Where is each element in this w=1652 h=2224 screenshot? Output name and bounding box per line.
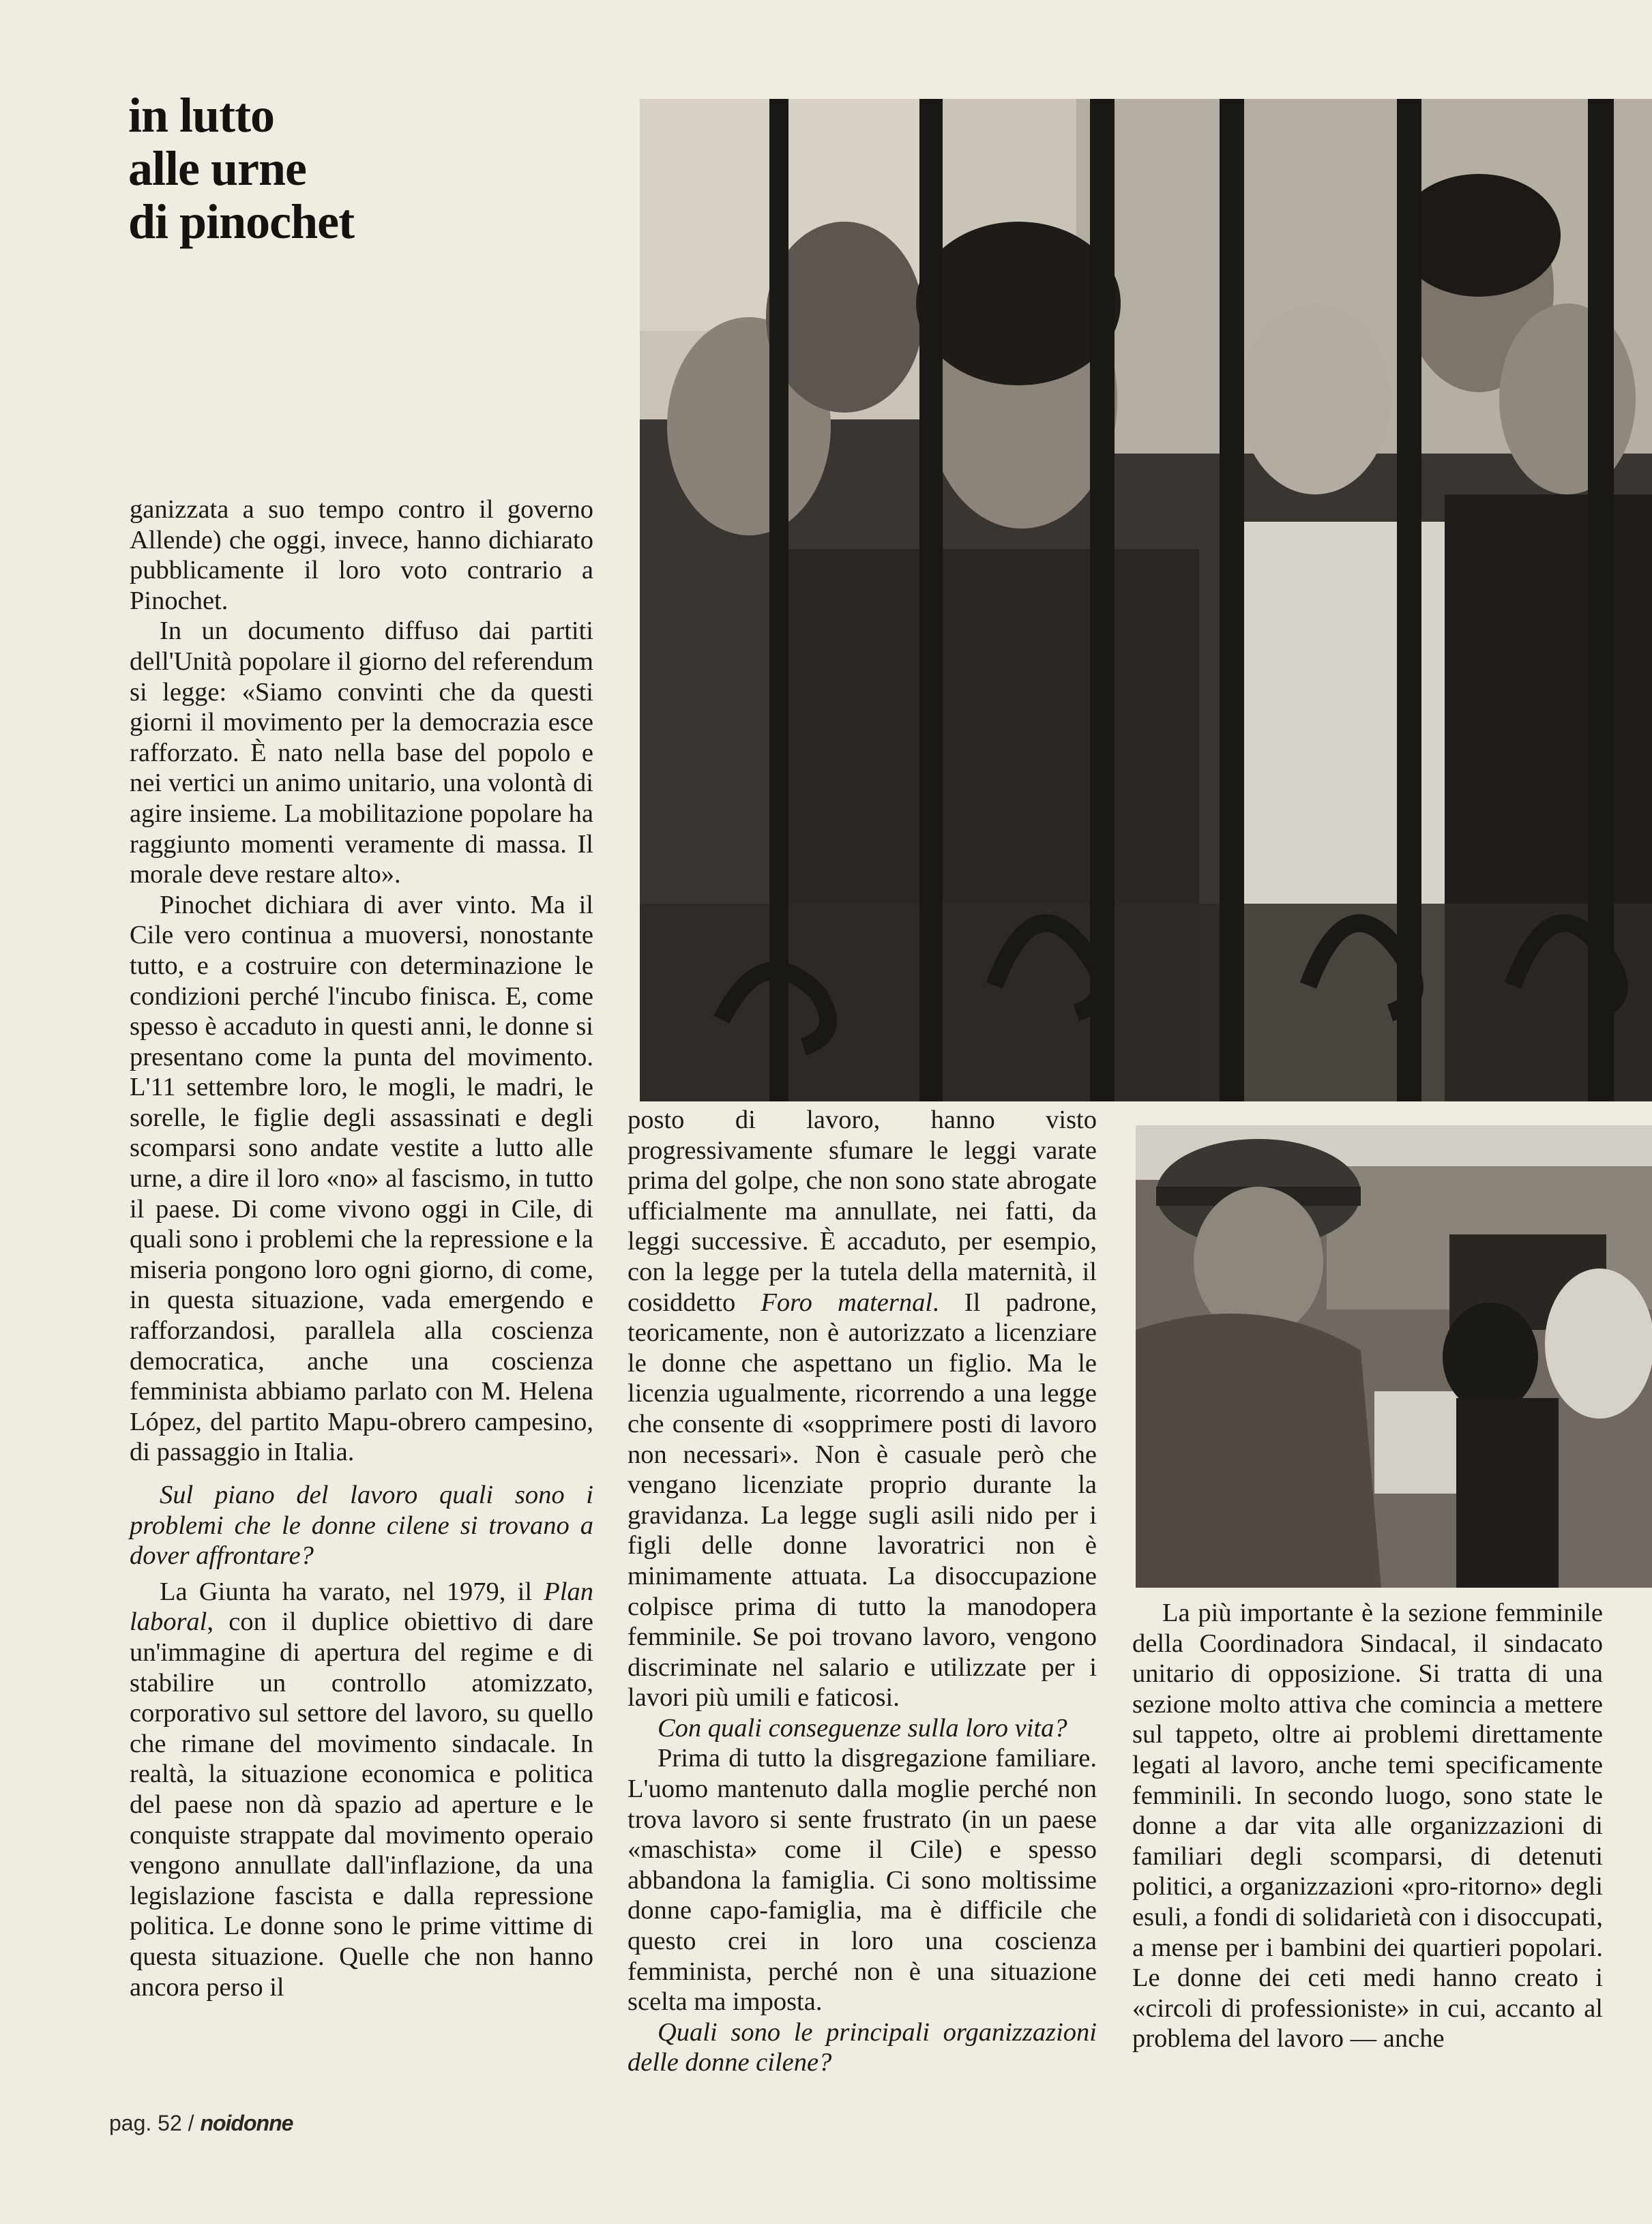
- title-line: in lutto: [128, 88, 275, 143]
- paragraph: Prima di tutto la disgregazione familiare. L'uomo mantenuto dalla moglie perché non trova lavoro si sente frustrato (in un paese «maschista» come il Cile) e spesso abbandona la famiglia. Ci sono moltissime donne capo-famiglia, ma è difficile che questo crei in loro una coscienza femminista, perché non è una situazione scelta ma imposta.: [628, 1744, 1097, 2017]
- interview-question: Sul piano del lavoro quali sono i problemi che le donne cilene si trovano a dover affrontare?: [130, 1481, 593, 1571]
- emphasis-plan-laboral: Plan laboral: [130, 1577, 593, 1637]
- paragraph: ganizzata a suo tempo contro il governo Allende) che oggi, invece, hanno dichiarato pubblicamente il loro voto contrario a Pinochet.: [130, 495, 593, 615]
- paragraph: La Giunta ha varato, nel 1979, il Plan laboral, con il duplice obiettivo di dare un'immagine di apertura del regime e di stabilire un controllo atomizzato, corporativo sul settore del lavoro, su quello che rimane del movimento sindacale. In realtà, la situazione economica e politica del paese non dà spazio ad aperture e le conquiste strappate dal movimento operaio vengono annullate dall'inflazione, da una legislazione fascista e dalla repressione politica. Le donne sono le prime vittime di questa situazione. Quelle che non hanno ancora perso il: [130, 1577, 593, 2002]
- text-column-1: [130, 494, 593, 2002]
- interview-question: Con quali conseguenze sulla loro vita?: [658, 1713, 1067, 1743]
- text-column-2: [628, 1105, 1097, 2078]
- title-line: alle urne: [128, 141, 306, 196]
- article-title: [128, 89, 483, 248]
- paragraph: posto di lavoro, hanno visto progressivamente sfumare le leggi varate prima del golpe, che non sono state abrogate ufficialmente ma annullate, nei fatti, da leggi successive. È accaduto, per esempio, con la legge per la tutela della maternità, il cosiddetto Foro maternal. Il padrone, teoricamente, non è autorizzato a licenziare le donne che aspettano un figlio. Ma le licenzia ugualmente, ricorrendo a una legge che consente di «sopprimere posti di lavoro non necessari». Non è casuale però che vengano licenziate proprio durante la gravidanza. La legge sugli asili nido per i figli delle donne lavoratrici non è minimamente attuata. La disoccupazione colpisce prima di tutto la manodopera femminile. Se poi trovano lavoro, vengono discriminate nel salario e utilizzate per i lavori più umili e faticosi.: [628, 1106, 1097, 1713]
- title-line: di pinochet: [128, 194, 355, 249]
- photo-people-behind-bars: [640, 99, 1652, 1101]
- photo-people-behind-bars-image: [640, 99, 1652, 1101]
- photo-soldier: [1136, 1125, 1652, 1588]
- text-column-3: [1132, 1598, 1603, 2054]
- magazine-brand: noidonne: [200, 2111, 293, 2135]
- photo-soldier-image: [1136, 1125, 1652, 1588]
- interview-question: Quali sono le principali organizzazioni delle donne cilene?: [628, 2017, 1097, 2077]
- page-number: pag. 52 /: [109, 2111, 194, 2135]
- emphasis-foro-maternal: Foro maternal: [761, 1288, 933, 1317]
- paragraph: In un documento diffuso dai partiti dell'Unità popolare il giorno del referendum si legge: «Siamo convinti che da questi giorni il movimento per la democrazia esce rafforzato. È nato nella base del popolo e nei vertici un animo unitario, una volontà di agire insieme. La mobilitazione popolare ha raggiunto momenti veramente di massa. Il morale deve restare alto».: [130, 617, 593, 889]
- paragraph: La più importante è la sezione femminile della Coordinadora Sindacal, il sindacato unitario di opposizione. Si tratta di una sezione molto attiva che comincia a mettere sul tappeto, oltre ai problemi direttamente legati al lavoro, anche temi specificamente femminili. In secondo luogo, sono state le donne a dar vita alle organizzazioni di familiari degli scomparsi, di detenuti politici, a organizzazioni «pro-ritorno» degli esuli, a fondi di solidarietà con i disoccupati, a mense per i bambini dei quartieri popolari. Le donne dei ceti medi hanno creato i «circoli di professioniste» in cui, accanto al problema del lavoro — anche: [1132, 1599, 1603, 2054]
- paragraph: Pinochet dichiara di aver vinto. Ma il Cile vero continua a muoversi, nonostante tutto, e a costruire con determinazione le condizioni perché l'incubo finisca. E, come spesso è accaduto in questi anni, le donne si presentano come la punta del movimento. L'11 settembre loro, le mogli, le madri, le sorelle, le figlie degli assassinati e degli scomparsi sono andate vestite a lutto alle urne, a dire il loro «no» al fascismo, in tutto il paese. Di come vivono oggi in Cile, di quali sono i problemi che la repressione e la miseria pongono loro ogni giorno, di come, in questa situazione, vada emergendo e rafforzandosi, parallela alla coscienza democratica, anche una coscienza femminista abbiamo parlato con M. Helena López, del partito Mapu-obrero campesino, di passaggio in Italia.: [130, 890, 593, 1467]
- page-footer: [109, 2111, 293, 2136]
